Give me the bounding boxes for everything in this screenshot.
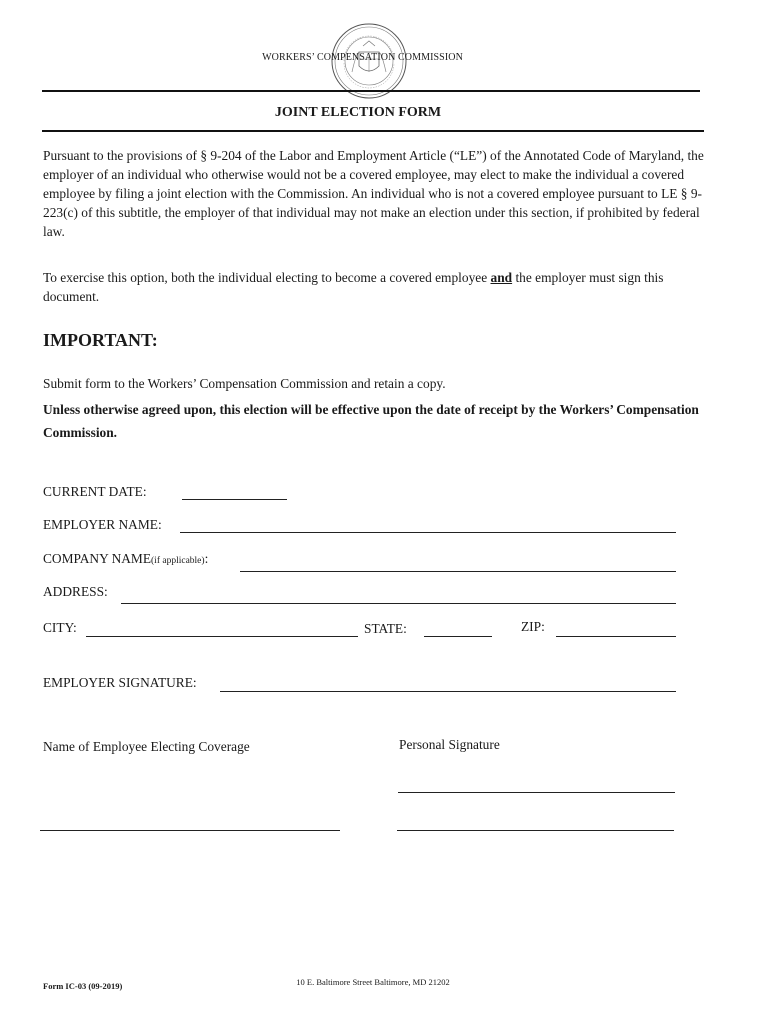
company-name-qualifier: (if applicable) bbox=[151, 556, 205, 566]
zip-field[interactable] bbox=[556, 636, 676, 637]
state-field[interactable] bbox=[424, 636, 492, 637]
company-name-label bbox=[43, 551, 208, 567]
submit-instructions: Submit form to the Workers’ Compensation Commission and retain a copy. bbox=[43, 376, 446, 391]
employee-name-label: Name of Employee Electing Coverage bbox=[43, 739, 250, 754]
employer-name-label: EMPLOYER NAME: bbox=[43, 517, 162, 532]
address-label: ADDRESS: bbox=[43, 584, 108, 599]
footer-address: 10 E. Baltimore Street Baltimore, MD 21202 bbox=[296, 977, 450, 987]
city-label: CITY: bbox=[43, 620, 77, 635]
personal-signature-label: Personal Signature bbox=[399, 737, 500, 752]
exercise-text bbox=[43, 268, 703, 306]
company-name-text: COMPANY NAME bbox=[43, 551, 152, 566]
current-date-label: CURRENT DATE: bbox=[43, 484, 147, 499]
city-field[interactable] bbox=[86, 636, 358, 637]
employee-name-field[interactable] bbox=[40, 830, 340, 831]
zip-label: ZIP: bbox=[521, 619, 545, 634]
header-rule-bottom bbox=[42, 130, 704, 132]
employer-signature-field[interactable] bbox=[220, 691, 676, 692]
company-name-field[interactable] bbox=[240, 571, 676, 572]
intro-paragraph bbox=[43, 146, 723, 241]
company-name-colon: : bbox=[204, 551, 209, 566]
exercise-text-before: To exercise this option, both the individual electing to become a covered employee bbox=[43, 270, 491, 285]
address-field[interactable] bbox=[121, 603, 676, 604]
employer-name-field[interactable] bbox=[180, 532, 676, 533]
intro-text: Pursuant to the provisions of § 9-204 of the Labor and Employment Article (“LE”) of the Annotated Code of Maryland, the employer of an individual who otherwise would not be a covered employee, may elect to make the individual a covered employee by filing a joint election with the Commission. An individual who is not a covered employee pursuant to LE § 9-223(c) of this subtitle, the employer of that individual may not make an election under this section, if prohibited by federal law. bbox=[43, 148, 704, 239]
exercise-paragraph bbox=[43, 268, 703, 306]
personal-signature-field[interactable] bbox=[398, 792, 675, 793]
header-rule-top bbox=[42, 90, 700, 92]
agency-name: WORKERS’ COMPENSATION COMMISSION bbox=[262, 52, 463, 63]
form-title: JOINT ELECTION FORM bbox=[274, 105, 442, 120]
important-heading: IMPORTANT: bbox=[43, 330, 158, 350]
exercise-emphasis: and bbox=[490, 270, 513, 285]
state-label: STATE: bbox=[364, 621, 407, 636]
current-date-field[interactable] bbox=[182, 499, 287, 500]
employer-signature-label: EMPLOYER SIGNATURE: bbox=[43, 675, 197, 690]
effective-date-notice: Unless otherwise agreed upon, this election will be effective upon the date of receipt by the Workers’ Compensation Commission. bbox=[43, 402, 699, 440]
personal-signature-date-field[interactable] bbox=[397, 830, 674, 831]
form-number: Form IC-03 (09-2019) bbox=[43, 981, 123, 991]
exercise-text-after: the employer must sign this document. bbox=[43, 270, 664, 304]
